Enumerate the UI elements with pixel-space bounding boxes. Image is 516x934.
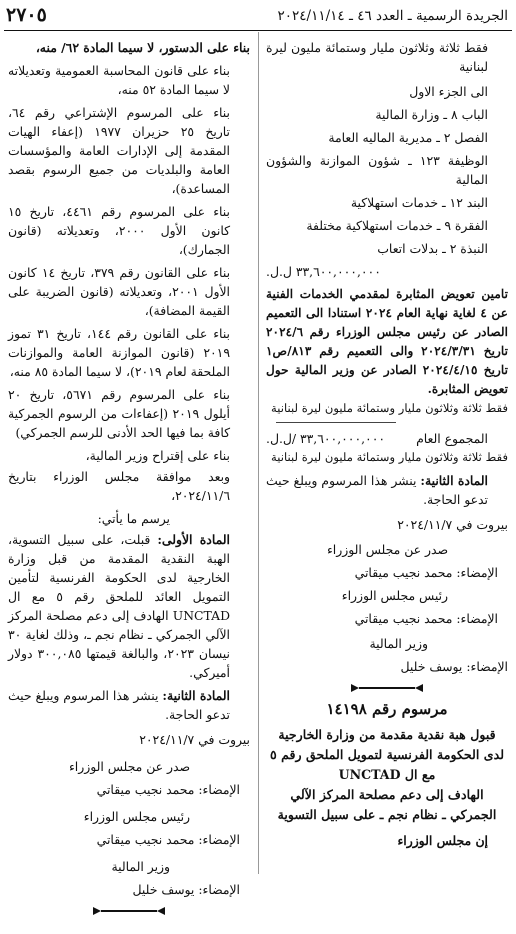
signature: الإمضاء: محمد نجيب ميقاتي — [96, 832, 240, 847]
legal-basis: بناء على القانون رقم ٣٧٩، تاريخ ١٤ كانون الأول ٢٠٠١، وتعديلاته (قانون الضريبة على القيمة المضافة)، — [8, 265, 231, 318]
grand-total-amount: ٣٣,٦٠٠,٠٠٠,٠٠٠ /ل.ل. — [266, 431, 386, 446]
article-text: ينشر هذا المرسوم ويبلغ حيث تدعو الحاجة. — [266, 473, 488, 507]
decree-title: مرسوم رقم ١٤١٩٨ — [326, 700, 448, 718]
page-number: ٢٧٠٥ — [6, 4, 47, 26]
decree-subject-line: الجمركي ـ نظام نجم ـ على سبيل التسوية — [277, 807, 497, 822]
budget-line: البند ١٢ ـ خدمات استهلاكية — [350, 195, 488, 210]
column-divider — [258, 32, 259, 874]
article-label: المادة الثانية: — [162, 688, 230, 703]
article-text: ينشر هذا المرسوم ويبلغ حيث تدعو الحاجة. — [8, 688, 230, 722]
decree-subject-line: الهادف إلى دعم مصلحة المركز الآلي — [290, 787, 484, 802]
amount-words: فقط ثلاثة وثلاثون مليار وستمائة مليون ليرة لبنانية — [271, 401, 508, 415]
page-header — [4, 6, 512, 28]
decree-subject-line: لدى الحكومة الفرنسية لتمويل الملحق رقم ٥ — [269, 747, 505, 762]
allocation-purpose: تامين تعويض المثابرة لمقدمي الخدمات الفنية عن ٤ لغاية نهاية العام ٢٠٢٤ استنادا الى التعميم الصادر عن رئيس مجلس الوزراء رقم ٢٠٢٤/٦ تاريخ ٢٠٢٤/٣/٣١ والى التعميم رقم ٨١٣/ص١ تاريخ ٢٠٢٤/٤/١٥ الصادر عن وزير المالية حول تعويض المثابرة. — [266, 287, 508, 396]
budget-line: الى الجزء الاول — [409, 84, 488, 99]
section-separator — [8, 907, 250, 915]
legal-basis: بناء على الدستور، لا سيما المادة ٦٢/ منه، — [35, 40, 250, 55]
legal-basis: وبعد موافقة مجلس الوزراء بتاريخ ٢٠٢٤/١١/٦، — [8, 469, 230, 503]
decree-subject-line: مع ال UNCTAD — [338, 767, 436, 782]
signature: الإمضاء: يوسف خليل — [132, 882, 240, 897]
budget-line: النبذة ٢ ـ بدلات اتعاب — [377, 241, 488, 256]
right-column — [266, 38, 508, 850]
article-text: قبلت، على سبيل التسوية، الهبة النقدية المقدمة من قبل وزارة الخارجية لدى الحكومة الفرنسية لتأمين التمويل العائد للملحق رقم ٥ مع ال UNCTAD الهادف إلى دعم مصلحة المركز الآلي الجمركي ـ نظام نجم ـ، وذلك لغاية ٣٠ نيسان ٢٠٢٣، والبالغة قيمتها ٣٠٠,٠٨٥ دولار أميركي. — [8, 532, 230, 680]
legal-basis: بناء على المرسوم رقم ٤٤٦١، تاريخ ١٥ كانون الأول ٢٠٠٠، وتعديلاته (قانون الجمارك)، — [8, 204, 230, 257]
budget-line: الباب ٨ ـ وزارة المالية — [375, 107, 488, 122]
signature: الإمضاء: محمد نجيب ميقاتي — [354, 565, 498, 580]
header-rule — [4, 30, 512, 31]
article-2 — [266, 471, 508, 509]
legal-basis: بناء على قانون المحاسبة العمومية وتعديلاته لا سيما المادة ٥٢ منه، — [8, 63, 230, 97]
grand-total-label: المجموع العام — [416, 431, 488, 446]
signature: الإمضاء: يوسف خليل — [400, 659, 508, 674]
signatory-title: وزير المالية — [369, 636, 428, 651]
gazette-title: الجريدة الرسمية ـ العدد ٤٦ ـ ٢٠٢٤/١١/١٤ — [277, 8, 508, 24]
article-2 — [8, 686, 250, 724]
issued-by: صدر عن مجلس الوزراء — [326, 542, 448, 557]
amount-value: ٣٣,٦٠٠,٠٠٠,٠٠٠ ل.ل. — [266, 264, 381, 279]
article-label: المادة الثانية: — [420, 473, 488, 488]
decree-subject-line: قبول هبة نقدية مقدمة من وزارة الخارجية — [278, 727, 496, 742]
legal-basis: بناء على المرسوم رقم ٥٦٧١، تاريخ ٢٠ أيلول ٢٠١٩ (إعفاءات من الرسوم الجمركية كافة بما فيها الحد الأدنى للرسم الجمركي) — [8, 387, 230, 440]
signature: الإمضاء: محمد نجيب ميقاتي — [354, 611, 498, 626]
amount-words: فقط ثلاثة وثلاثون مليار وستمائة مليون ليرة لبنانية — [271, 450, 508, 464]
budget-line: الفقرة ٩ ـ خدمات استهلاكية مختلفة — [306, 218, 488, 233]
signature: الإمضاء: محمد نجيب ميقاتي — [96, 782, 240, 797]
legal-basis: بناء على القانون رقم ١٤٤، تاريخ ٣١ تموز ٢٠١٩ (قانون الموازنة العامة والموازنات الملحقة لعام ٢٠١٩)، لا سيما المادة ٨٥ منه، — [8, 326, 231, 379]
issued-by: صدر عن مجلس الوزراء — [68, 759, 190, 774]
legal-basis: بناء على المرسوم الإشتراعي رقم ٦٤، تاريخ ٢٥ حزيران ١٩٧٧ (إعفاء الهيات المقدمة إلى الإدارات العامة والمؤسسات العامة والبلديات من جميع الرسوم بقصد المساعدة)، — [8, 105, 231, 196]
signatory-title: رئيس مجلس الوزراء — [341, 588, 448, 603]
section-separator — [266, 684, 508, 692]
left-column — [8, 38, 250, 923]
issue-date: بيروت في ٢٠٢٤/١١/٧ — [397, 517, 508, 532]
council-heading: إن مجلس الوزراء — [397, 833, 488, 848]
issue-date: بيروت في ٢٠٢٤/١١/٧ — [139, 732, 250, 747]
legal-basis: بناء على إقتراح وزير المالية، — [85, 448, 230, 463]
separator-line — [276, 422, 396, 423]
article-1 — [8, 530, 250, 682]
budget-line: الوظيفة ١٢٣ ـ شؤون الموازنة والشؤون المالية — [266, 153, 488, 187]
grand-total-row — [266, 429, 508, 448]
decrees-heading: يرسم ما يأتي: — [97, 511, 170, 526]
amount-words: فقط ثلاثة وثلاثون مليار وستمائة مليون ليرة لبنانية — [266, 40, 488, 74]
signatory-title: وزير المالية — [111, 859, 170, 874]
signatory-title: رئيس مجلس الوزراء — [83, 809, 190, 824]
budget-line: الفصل ٢ ـ مديرية الماليه العامة — [328, 130, 488, 145]
article-label: المادة الأولى: — [157, 532, 230, 547]
